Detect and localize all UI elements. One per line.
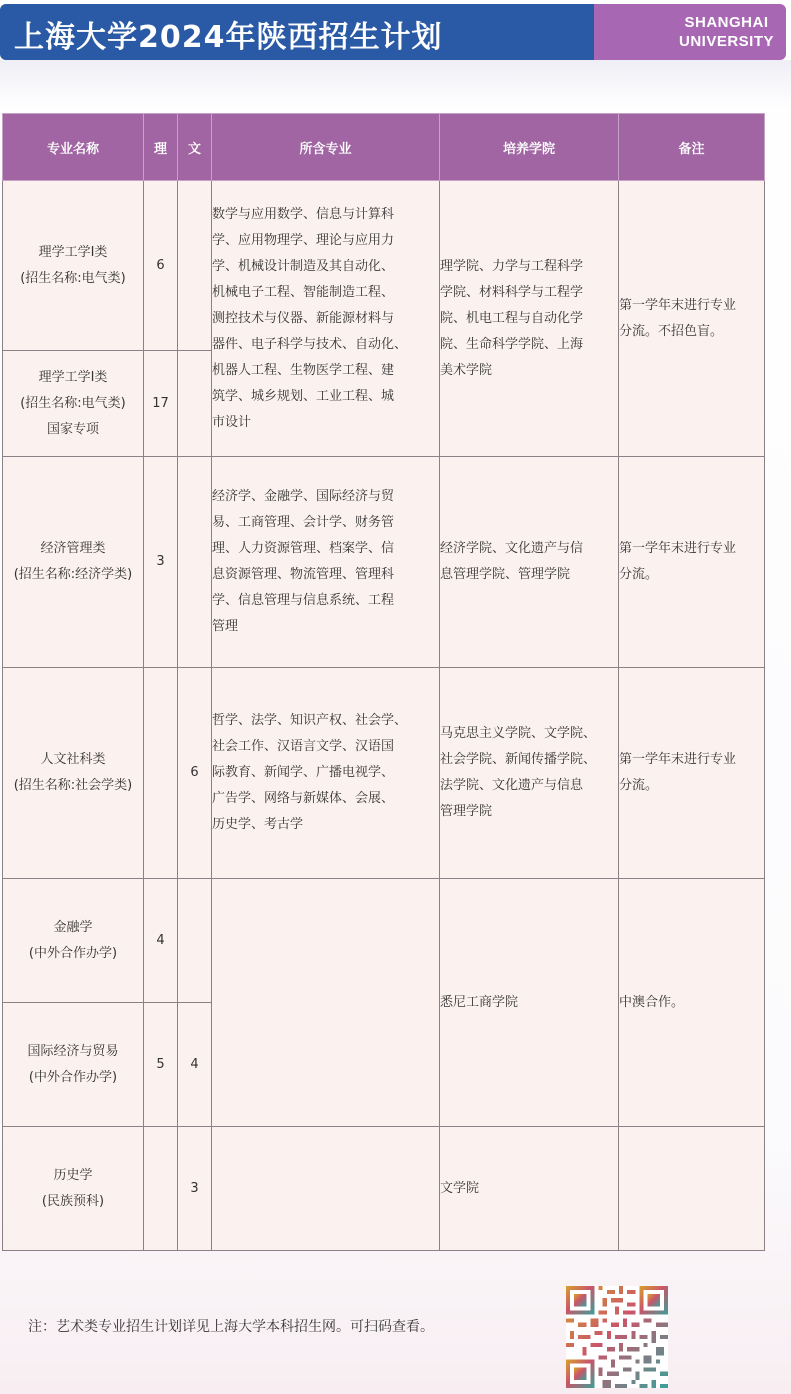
college-cell — [440, 1127, 619, 1251]
remark-cell — [619, 457, 765, 668]
science-quota — [144, 668, 178, 879]
col-header-arts: 文 — [178, 114, 212, 181]
science-quota: 3 — [144, 457, 178, 668]
majors-line: 学、应用物理学、理论与应用力 — [212, 232, 395, 248]
college-line: 经济学院、文化遗产与信 — [440, 541, 584, 556]
major-special-note: 国家专项 — [46, 421, 99, 437]
major-enroll-name: (招生名称:经济学类) — [13, 567, 133, 582]
arts-quota: 4 — [178, 1003, 212, 1127]
majors-line: 市设计 — [212, 414, 252, 430]
included-majors-cell — [212, 668, 440, 879]
majors-line: 历史学、考古学 — [212, 817, 304, 832]
science-quota: 17 — [144, 351, 178, 457]
brand-line-1: SHANGHAI — [684, 14, 769, 31]
majors-line: 测控技术与仪器、新能源材料与 — [212, 310, 395, 326]
majors-line: 学、信息管理与信息系统、工程 — [212, 593, 395, 608]
college-cell — [440, 879, 619, 1127]
arts-quota: 3 — [178, 1127, 212, 1251]
college-line: 理学院、力学与工程科学 — [440, 258, 584, 274]
major-enroll-name: (民族预科) — [41, 1193, 105, 1209]
majors-line: 易、工商管理、会计学、财务管 — [212, 515, 395, 530]
majors-line: 筑学、城乡规划、工业工程、城 — [212, 388, 395, 404]
major-name: 理学工学Ⅰ类 — [38, 369, 108, 385]
college-line: 院、机电工程与自动化学 — [440, 310, 584, 326]
col-header-included-majors: 所含专业 — [212, 114, 440, 181]
major-name-cell — [3, 668, 144, 879]
remark-cell — [619, 879, 765, 1127]
table-row — [3, 457, 765, 668]
remark-cell — [619, 668, 765, 879]
page-title: 上海大学2024年陕西招生计划 — [14, 20, 443, 55]
science-quota — [144, 1127, 178, 1251]
major-name: 理学工学Ⅰ类 — [38, 244, 108, 260]
footnote: 注：艺术类专业招生计划详见上海大学本科招生网。可扫码查看。 — [28, 1319, 434, 1335]
remark-line: 分流。不招色盲。 — [619, 323, 724, 339]
arts-quota — [178, 351, 212, 457]
major-enroll-name: (招生名称:社会学类) — [13, 778, 133, 793]
majors-line: 机械电子工程、智能制造工程、 — [212, 284, 395, 300]
university-logo-text — [679, 13, 774, 51]
remark-cell — [619, 181, 765, 457]
arts-quota — [178, 879, 212, 1003]
arts-quota: 6 — [178, 668, 212, 879]
majors-line: 器件、电子科学与技术、自动化、 — [212, 336, 408, 352]
header-title-bar — [0, 4, 600, 60]
majors-line: 机器人工程、生物医学工程、建 — [212, 362, 395, 378]
remark-line: 分流。 — [619, 778, 659, 793]
college-line: 学院、材料科学与工程学 — [440, 284, 584, 300]
major-enroll-name: (中外合作办学) — [28, 945, 118, 961]
remark-line: 第一学年末进行专业 — [619, 541, 737, 556]
major-name: 历史学 — [53, 1167, 93, 1183]
college-line: 悉尼工商学院 — [440, 994, 519, 1010]
major-name-cell — [3, 351, 144, 457]
major-name-cell — [3, 181, 144, 351]
college-cell — [440, 181, 619, 457]
remark-line: 第一学年末进行专业 — [619, 297, 737, 313]
col-header-major-name: 专业名称 — [3, 114, 144, 181]
table-row — [3, 1127, 765, 1251]
table-row — [3, 668, 765, 879]
major-enroll-name: (中外合作办学) — [28, 1069, 118, 1085]
brand-line-2: UNIVERSITY — [678, 33, 774, 50]
majors-line: 广告学、网络与新媒体、会展、 — [212, 791, 395, 806]
majors-line: 数学与应用数学、信息与计算科 — [212, 206, 395, 222]
arts-quota — [178, 181, 212, 351]
table-row — [3, 181, 765, 351]
college-line: 院、生命科学学院、上海 — [440, 336, 584, 352]
majors-line: 际教育、新闻学、广播电视学、 — [212, 765, 395, 780]
col-header-college: 培养学院 — [440, 114, 619, 181]
college-cell — [440, 668, 619, 879]
major-name-cell — [3, 879, 144, 1003]
college-line: 社会学院、新闻传播学院、 — [440, 752, 597, 767]
science-quota: 6 — [144, 181, 178, 351]
college-line: 美术学院 — [440, 362, 493, 378]
included-majors-cell — [212, 181, 440, 457]
majors-line: 经济学、金融学、国际经济与贸 — [212, 489, 395, 504]
majors-line: 哲学、法学、知识产权、社会学、 — [212, 713, 408, 728]
major-name: 金融学 — [53, 919, 93, 935]
header-brand-bar — [594, 4, 786, 60]
remark-line: 分流。 — [619, 567, 659, 582]
remark-line: 第一学年末进行专业 — [619, 752, 737, 767]
page-header — [0, 4, 786, 60]
majors-line: 学、机械设计制造及其自动化、 — [212, 258, 395, 274]
remark-cell — [619, 1127, 765, 1251]
major-enroll-name: (招生名称:电气类) — [20, 395, 126, 411]
col-header-science: 理 — [144, 114, 178, 181]
included-majors-cell — [212, 879, 440, 1127]
major-name-cell — [3, 1127, 144, 1251]
qr-code-icon[interactable] — [566, 1286, 668, 1388]
remark-line: 中澳合作。 — [619, 994, 685, 1010]
table-header-row — [3, 114, 765, 181]
header-shadow — [0, 60, 791, 110]
col-header-remark: 备注 — [619, 114, 765, 181]
majors-line: 管理 — [212, 619, 239, 634]
arts-quota — [178, 457, 212, 668]
college-line: 文学院 — [440, 1180, 480, 1196]
science-quota: 4 — [144, 879, 178, 1003]
major-name: 经济管理类 — [40, 541, 106, 556]
major-enroll-name: (招生名称:电气类) — [20, 270, 126, 286]
science-quota: 5 — [144, 1003, 178, 1127]
majors-line: 社会工作、汉语言文学、汉语国 — [212, 739, 395, 754]
majors-line: 息资源管理、物流管理、管理科 — [212, 567, 395, 582]
table-row — [3, 879, 765, 1003]
college-line: 法学院、文化遗产与信息 — [440, 778, 584, 793]
major-name-cell — [3, 457, 144, 668]
major-name: 国际经济与贸易 — [27, 1043, 119, 1059]
included-majors-cell — [212, 1127, 440, 1251]
college-line: 息管理学院、管理学院 — [440, 567, 571, 582]
included-majors-cell — [212, 457, 440, 668]
major-name-cell — [3, 1003, 144, 1127]
enrollment-plan-table — [2, 113, 765, 1251]
college-line: 管理学院 — [440, 804, 493, 819]
college-cell — [440, 457, 619, 668]
majors-line: 理、人力资源管理、档案学、信 — [212, 541, 395, 556]
major-name: 人文社科类 — [40, 752, 106, 767]
college-line: 马克思主义学院、文学院、 — [440, 726, 597, 741]
